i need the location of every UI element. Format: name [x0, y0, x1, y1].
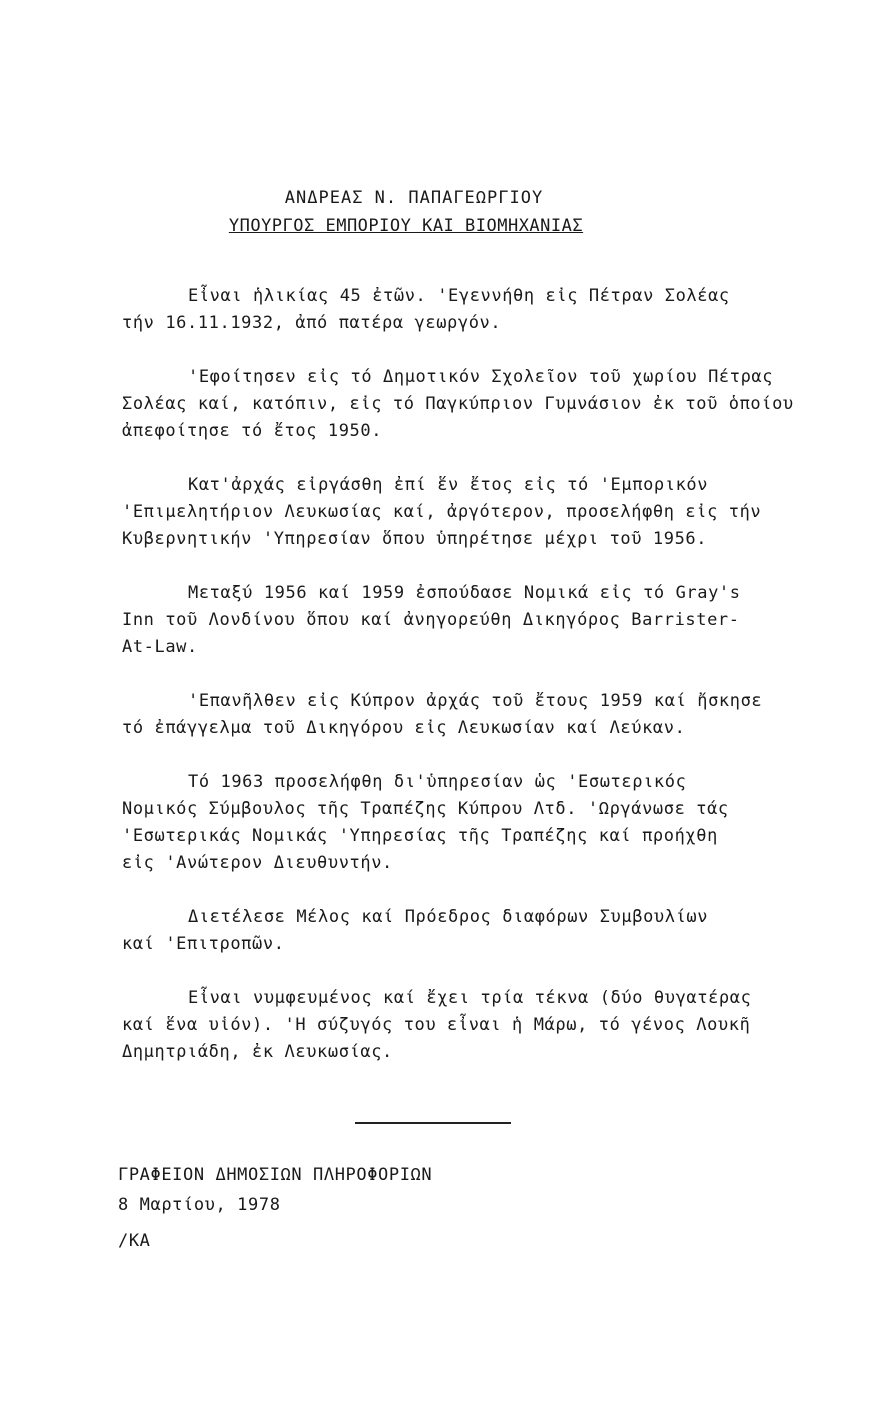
reference-initials: /ΚΑ — [118, 1231, 151, 1251]
person-name: ΑΝΔΡΕΑΣ Ν. ΠΑΠΑΓΕΩΡΓΙΟΥ — [284, 188, 544, 208]
paragraph-line: Μεταξύ 1956 καί 1959 ἐσπούδασε Νομικά εἰς τό Gray's — [188, 583, 741, 603]
document-header — [0, 188, 896, 236]
document-footer — [118, 1160, 432, 1256]
paragraph-line: Τό 1963 προσελήφθη δι'ὑπηρεσίαν ὡς 'Εσωτερικός — [188, 772, 687, 792]
paragraph-line: 'Εφοίτησεν εἰς τό Δημοτικόν Σχολεῖον τοῦ χωρίου Πέτρας — [188, 367, 774, 387]
paragraph — [122, 283, 782, 337]
biography-body — [122, 283, 794, 1093]
position-title: ΥΠΟΥΡΓΟΣ ΕΜΠΟΡΙΟΥ ΚΑΙ ΒΙΟΜΗΧΑΝΙΑΣ — [228, 216, 584, 236]
paragraph-line: Σολέας καί, κατόπιν, εἰς τό Παγκύπριον Γυμνάσιον ἐκ τοῦ ὁποίου — [122, 394, 794, 414]
paragraph — [122, 688, 782, 742]
paragraph — [122, 904, 782, 958]
paragraph-line: 'Επιμελητήριον Λευκωσίας καί, ἀργότερον, προσελήφθη εἰς τήν — [122, 502, 762, 522]
paragraph-line: ἀπεφοίτησε τό ἔτος 1950. — [122, 421, 383, 441]
paragraph — [122, 769, 782, 877]
paragraph — [122, 580, 782, 661]
paragraph-line: καί 'Επιτροπῶν. — [122, 934, 285, 954]
paragraph-line: Δημητριάδη, ἐκ Λευκωσίας. — [122, 1042, 393, 1062]
office-name: ΓΡΑΦΕΙΟΝ ΔΗΜΟΣΙΩΝ ΠΛΗΡΟΦΟΡΙΩΝ — [118, 1165, 433, 1185]
paragraph-line: Inn τοῦ Λονδίνου ὅπου καί ἀνηγορεύθη Δικηγόρος Barrister- — [122, 610, 740, 630]
paragraph — [122, 472, 782, 553]
document-date: 8 Μαρτίου, 1978 — [118, 1195, 281, 1215]
paragraph-line: 'Επανῆλθεν εἰς Κύπρον ἀρχάς τοῦ ἔτους 1959 καί ἤσκησε — [188, 691, 763, 711]
paragraph — [122, 985, 782, 1066]
paragraph-line: Εἶναι νυμφευμένος καί ἔχει τρία τέκνα (δύο θυγατέρας — [188, 988, 752, 1008]
paragraph-line: Νομικός Σύμβουλος τῆς Τραπέζης Κύπρου Λτδ. 'Ωργάνωσε τάς — [122, 799, 729, 819]
divider-line — [355, 1122, 511, 1124]
paragraph-line: τό ἐπάγγελμα τοῦ Δικηγόρου εἰς Λευκωσίαν καί Λεύκαν. — [122, 718, 686, 738]
paragraph-line: 'Εσωτερικάς Νομικάς 'Υπηρεσίας τῆς Τραπέζης καί προήχθη — [122, 826, 718, 846]
paragraph-line: At-Law. — [122, 637, 198, 657]
paragraph-line: Εἶναι ἡλικίας 45 ἐτῶν. 'Εγεννήθη εἰς Πέτραν Σολέας — [188, 286, 730, 306]
paragraph-line: Κυβερνητικήν 'Υπηρεσίαν ὅπου ὑπηρέτησε μέχρι τοῦ 1956. — [122, 529, 708, 549]
paragraph-line: καί ἕνα υἱόν). 'Η σύζυγός του εἶναι ἡ Μάρω, τό γένος Λουκῆ — [122, 1015, 751, 1035]
paragraph — [122, 364, 794, 445]
paragraph-line: τήν 16.11.1932, ἀπό πατέρα γεωργόν. — [122, 313, 502, 333]
paragraph-line: Κατ'ἀρχάς εἰργάσθη ἐπί ἕν ἔτος εἰς τό 'Εμπορικόν — [188, 475, 709, 495]
paragraph-line: Διετέλεσε Μέλος καί Πρόεδρος διαφόρων Συμβουλίων — [188, 907, 709, 927]
paragraph-line: εἰς 'Ανώτερον Διευθυντήν. — [122, 853, 393, 873]
